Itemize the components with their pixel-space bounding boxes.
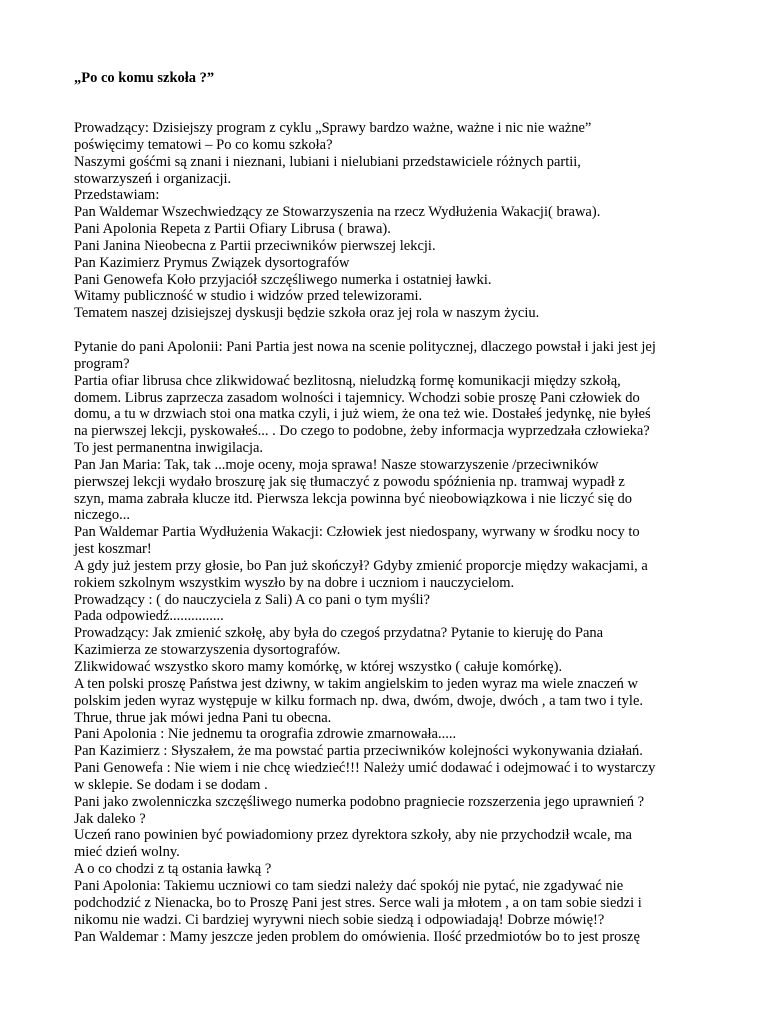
text-line: Pani jako zwolenniczka szczęśliwego numerka podobno pragniecie rozszerzenia jego uprawnień ? [74,793,645,810]
text-line: Pan Jan Maria: Tak, tak ...moje oceny, moja sprawa! Nasze stowarzyszenie /przeciwników [74,456,599,473]
text-line: program? [74,355,130,372]
text-line: Uczeń rano powinien być powiadomiony przez dyrektora szkoły, aby nie przychodził wcale, ma [74,827,632,844]
text-line: Pani Apolonia: Takiemu uczniowi co tam siedzi należy dać spokój nie pytać, nie zgadywać nie [74,877,624,894]
text-line: Prowadzący: Dzisiejszy program z cyklu „Sprawy bardzo ważne, ważne i nic nie ważne” [74,120,592,136]
text-line: Kazimierza ze stowarzyszenia dysortografów. [74,642,341,659]
text-line: Prowadzący: Jak zmienić szkołę, aby była do czegoś przydatna? Pytanie to kieruję do Pana [74,625,604,642]
text-line: szyn, mama zabrała klucze itd. Pierwsza lekcja powinna być nieobowiązkowa i nie liczyć się do [74,490,633,507]
text-line: Tematem naszej dzisiejszej dyskusji będzie szkoła oraz jej rola w naszym życiu. [74,305,540,322]
text-line: poświęcimy tematowi – Po co komu szkoła? [74,136,333,153]
text-line: podchodzić z Nienacka, bo to Proszę Pani jest stres. Serce wali ja młotem , a on tam sobie siedzi i [74,894,642,911]
text-line: mieć dzień wolny. [74,844,180,861]
text-line: Pani Genowefa : Nie wiem i nie chcę wiedzieć!!! Należy umić dodawać i odejmować i to wystarczy [74,760,656,777]
text-line: pierwszej lekcji wydało broszurę jak się tłumaczyć z powodu spóźnienia np. tramwaj wypadł z [74,473,625,490]
text-line: domu, a tu w drzwiach stoi ona matka czyli, i już wiem, że ona też wie. Dostałeś jedynkę, nie byłeś [74,406,651,423]
text-line: Pada odpowiedź............... [74,608,224,625]
text-line: niczego... [74,507,130,524]
text-line: Pan Waldemar Partia Wydłużenia Wakacji: Człowiek jest niedospany, wyrwany w środku nocy to [74,524,640,541]
text-line: Pytanie do pani Apolonii: Pani Partia jest nowa na scenie politycznej, dlaczego powstał i jaki jest jej [74,338,656,355]
document-title: „Po co komu szkoła ?” [74,70,215,86]
text-line [74,322,764,339]
text-line: Pan Kazimierz : Słyszałem, że ma powstać partia przeciwników kolejności wykonywania działań. [74,743,643,760]
text-line: A o co chodzi z tą ostania ławką ? [74,861,272,878]
text-line: Zlikwidować wszystko skoro mamy komórkę, w której wszystko ( całuje komórkę). [74,659,563,675]
text-line: polskim jeden wyraz występuje w kilku formach np. dwa, dwóm, dwoje, dwóch , a tam two i tyle. [74,692,644,709]
text-line: Pani Apolonia : Nie jednemu ta orografia zdrowie zmarnowała..... [74,726,457,743]
text-line: nikomu nie wadzi. Ci bardziej wyrywni niech sobie siedzą i odpowiadają! Dobrze mówię!? [74,911,605,928]
text-line: A ten polski proszę Państwa jest dziwny, w takim angielskim to jeden wyraz ma wiele znaczeń w [74,675,638,692]
text-line: w sklepie. Se dodam i se dodam . [74,776,268,793]
text-line: A gdy już jestem przy głosie, bo Pan już skończył? Gdyby zmienić proporcje między wakacjami, a [74,557,648,574]
text-line: Pan Waldemar Wszechwiedzący ze Stowarzyszenia na rzecz Wydłużenia Wakacji( brawa). [74,204,601,221]
text-line: stowarzyszeń i organizacji. [74,170,232,187]
text-line: Naszymi gośćmi są znani i nieznani, lubiani i nielubiani przedstawiciele różnych partii, [74,153,581,170]
text-line: Thrue, thrue jak mówi jedna Pani tu obecna. [74,709,332,726]
text-line: rokiem szkolnym wszystkim wyszło by na dobre i uczniom i nauczycielom. [74,574,515,591]
text-line: Pani Apolonia Repeta z Partii Ofiary Librusa ( brawa). [74,221,391,238]
text-line: domem. Librus zaprzecza zasadom wolności i tajemnicy. Wchodzi sobie proszę Pani człowiek do [74,389,640,406]
text-line: Partia ofiar librusa chce zlikwidować bezlitosną, nieludzką formę komunikacji między szkołą, [74,372,621,389]
text-line: To jest permanentna inwigilacja. [74,440,264,457]
text-line: Witamy publiczność w studio i widzów przed telewizorami. [74,288,423,305]
text-line: Przedstawiam: [74,187,160,204]
text-line: Jak daleko ? [74,810,146,827]
text-line: Prowadzący : ( do nauczyciela z Sali) A co pani o tym myśli? [74,591,430,608]
text-line: Pani Janina Nieobecna z Partii przeciwników pierwszej lekcji. [74,237,436,254]
text-line: jest koszmar! [74,541,152,558]
text-line: Pan Kazimierz Prymus Związek dysortografów [74,254,350,271]
document-body [74,120,764,945]
text-line: Pani Genowefa Koło przyjaciół szczęśliwego numerka i ostatniej ławki. [74,271,492,288]
text-line: na pierwszej lekcji, pyskowałeś... . Do czego to podobne, żeby informacja wyprzedzała człowieka? [74,423,650,440]
text-line: Pan Waldemar : Mamy jeszcze jeden problem do omówienia. Ilość przedmiotów bo to jest proszę [74,928,640,945]
